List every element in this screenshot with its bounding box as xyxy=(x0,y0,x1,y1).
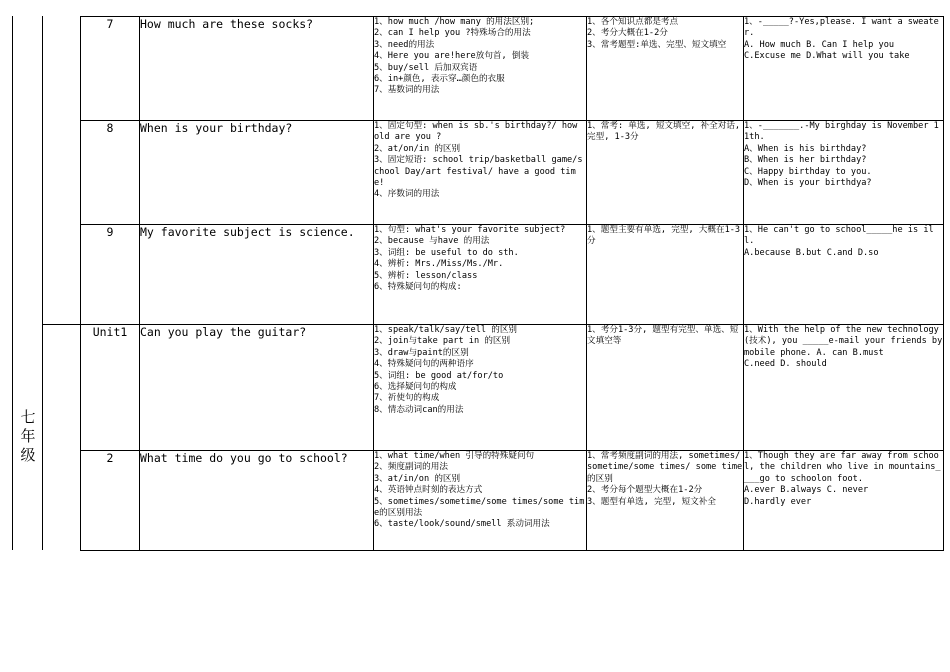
example-points xyxy=(744,325,944,451)
example-line: C.Excuse me D.What will you take xyxy=(744,51,910,62)
unit-title: How much are these socks? xyxy=(140,17,374,121)
knowledge-line: 8、情态动词can的用法 xyxy=(374,404,464,415)
exam-line: 2、考分大概在1-2分 xyxy=(587,28,668,39)
knowledge-line: 1、speak/talk/say/tell 的区别 xyxy=(374,325,518,335)
unit-number: Unit1 xyxy=(81,325,140,451)
example-line: D.hardly ever xyxy=(744,496,812,507)
grade-char: 级 xyxy=(20,446,36,464)
knowledge-points xyxy=(374,325,587,451)
knowledge-points xyxy=(374,121,587,225)
left-border-line xyxy=(12,16,13,550)
example-points xyxy=(744,17,944,121)
example-line: A.because B.but C.and D.so xyxy=(744,247,879,258)
knowledge-points xyxy=(374,17,587,121)
knowledge-line: 5、sometimes/sometime/some times/some time的区别用法 xyxy=(374,496,585,519)
table-row xyxy=(81,121,944,225)
knowledge-line: 5、辨析: lesson/class xyxy=(374,270,478,281)
knowledge-line: 4、英语钟点时刻的表达方式 xyxy=(374,485,483,496)
knowledge-line: 7、祈使句的构成 xyxy=(374,393,440,404)
example-points xyxy=(744,451,944,551)
knowledge-points xyxy=(374,451,587,551)
knowledge-line: 5、buy/sell 后加双宾语 xyxy=(374,62,478,73)
example-line: 1、Though they are far away from school, the children who live in mountains____go to schoolon foot. xyxy=(744,451,941,484)
knowledge-line: 6、taste/look/sound/smell 系动词用法 xyxy=(374,519,550,530)
exam-points xyxy=(587,325,744,451)
knowledge-line: 2、because 与have 的用法 xyxy=(374,236,490,247)
knowledge-line: 1、how much /how many 的用法区别; xyxy=(374,17,535,27)
exam-line: 1、常考: 单选, 短文填空, 补全对话, 完型, 1-3分 xyxy=(587,121,741,143)
example-points xyxy=(744,225,944,325)
knowledge-line: 3、固定短语: school trip/basketball game/school Day/art festival/ have a good time! xyxy=(374,155,583,189)
table-row xyxy=(81,325,944,451)
grade-label xyxy=(18,408,38,465)
syllabus-table xyxy=(80,16,944,551)
knowledge-line: 1、固定句型: when is sb.'s birthday?/ how old are you ? xyxy=(374,121,578,143)
exam-line: 2、考分每个题型大概在1-2分 xyxy=(587,485,703,496)
example-line: B、When is her birthday? xyxy=(744,155,867,166)
grade-column-line xyxy=(42,16,43,550)
table-row xyxy=(81,225,944,325)
exam-line: 1、题型主要有单选, 完型, 大概在1-3分 xyxy=(587,225,741,247)
exam-points xyxy=(587,121,744,225)
knowledge-line: 1、what time/when 引导的特殊疑问句 xyxy=(374,451,535,461)
knowledge-line: 6、特殊疑问句的构成: xyxy=(374,282,462,293)
unit-title: When is your birthday? xyxy=(140,121,374,225)
knowledge-line: 4、辨析: Mrs./Miss/Ms./Mr. xyxy=(374,259,504,270)
example-line: 1、He can't go to school_____he is ill. xyxy=(744,225,934,247)
example-line: A.ever B.always C. never xyxy=(744,485,869,496)
knowledge-line: 2、频度副词的用法 xyxy=(374,462,448,473)
example-points xyxy=(744,121,944,225)
section-divider xyxy=(42,324,80,325)
exam-line: 1、各个知识点都是考点 xyxy=(587,17,679,27)
example-line: 1、-_______.-My birghday is November 11th. xyxy=(744,121,939,143)
knowledge-line: 6、选择疑问句的构成 xyxy=(374,382,457,393)
knowledge-line: 3、draw与paint的区别 xyxy=(374,347,469,358)
knowledge-points xyxy=(374,225,587,325)
unit-number: 9 xyxy=(81,225,140,325)
knowledge-line: 2、can I help you ?特殊场合的用法 xyxy=(374,28,531,39)
exam-line: 3、题型有单选, 完型, 短文补全 xyxy=(587,496,716,507)
knowledge-line: 3、need的用法 xyxy=(374,39,435,50)
example-line: D、When is your birthdya? xyxy=(744,178,872,189)
unit-title: My favorite subject is science. xyxy=(140,225,374,325)
example-line: 1、With the help of the new technology(技术), you _____e-mail your friends by mobile phone. A. can B.must xyxy=(744,325,943,358)
knowledge-line: 3、词组: be useful to do sth. xyxy=(374,247,519,258)
example-line: C、Happy birthday to you. xyxy=(744,166,872,177)
knowledge-line: 1、句型: what's your favorite subject? xyxy=(374,225,566,235)
unit-number: 2 xyxy=(81,451,140,551)
knowledge-line: 2、at/on/in 的区别 xyxy=(374,143,461,154)
exam-points xyxy=(587,451,744,551)
knowledge-line: 7、基数词的用法 xyxy=(374,85,440,96)
unit-number: 8 xyxy=(81,121,140,225)
knowledge-line: 3、at/in/on 的区别 xyxy=(374,473,461,484)
exam-line: 3、常考题型:单选、完型、短文填空 xyxy=(587,39,727,50)
exam-line: 1、常考频度副词的用法, sometimes/sometime/some times/ some time 的区别 xyxy=(587,451,743,484)
table-row xyxy=(81,17,944,121)
example-line: A、When is his birthday? xyxy=(744,143,867,154)
exam-points xyxy=(587,17,744,121)
exam-line: 1、考分1-3分, 题型有完型、单选、短文填空等 xyxy=(587,325,739,347)
knowledge-line: 6、in+颜色, 表示穿…颜色的衣服 xyxy=(374,74,505,85)
knowledge-line: 5、词组: be good at/for/to xyxy=(374,370,504,381)
example-line: C.need D. should xyxy=(744,359,827,370)
unit-number: 7 xyxy=(81,17,140,121)
knowledge-line: 4、序数词的用法 xyxy=(374,189,440,200)
knowledge-line: 4、特殊疑问句的两种语序 xyxy=(374,359,474,370)
table-row xyxy=(81,451,944,551)
example-line: A. How much B. Can I help you xyxy=(744,39,895,50)
unit-title: Can you play the guitar? xyxy=(140,325,374,451)
grade-char: 年 xyxy=(20,427,36,445)
knowledge-line: 2、join与take part in 的区别 xyxy=(374,336,511,347)
grade-char: 七 xyxy=(20,408,36,426)
exam-points xyxy=(587,225,744,325)
knowledge-line: 4、Here you are!here放句首, 倒装 xyxy=(374,51,530,62)
example-line: 1、-_____?-Yes,please. I want a sweater. xyxy=(744,17,939,39)
unit-title: What time do you go to school? xyxy=(140,451,374,551)
